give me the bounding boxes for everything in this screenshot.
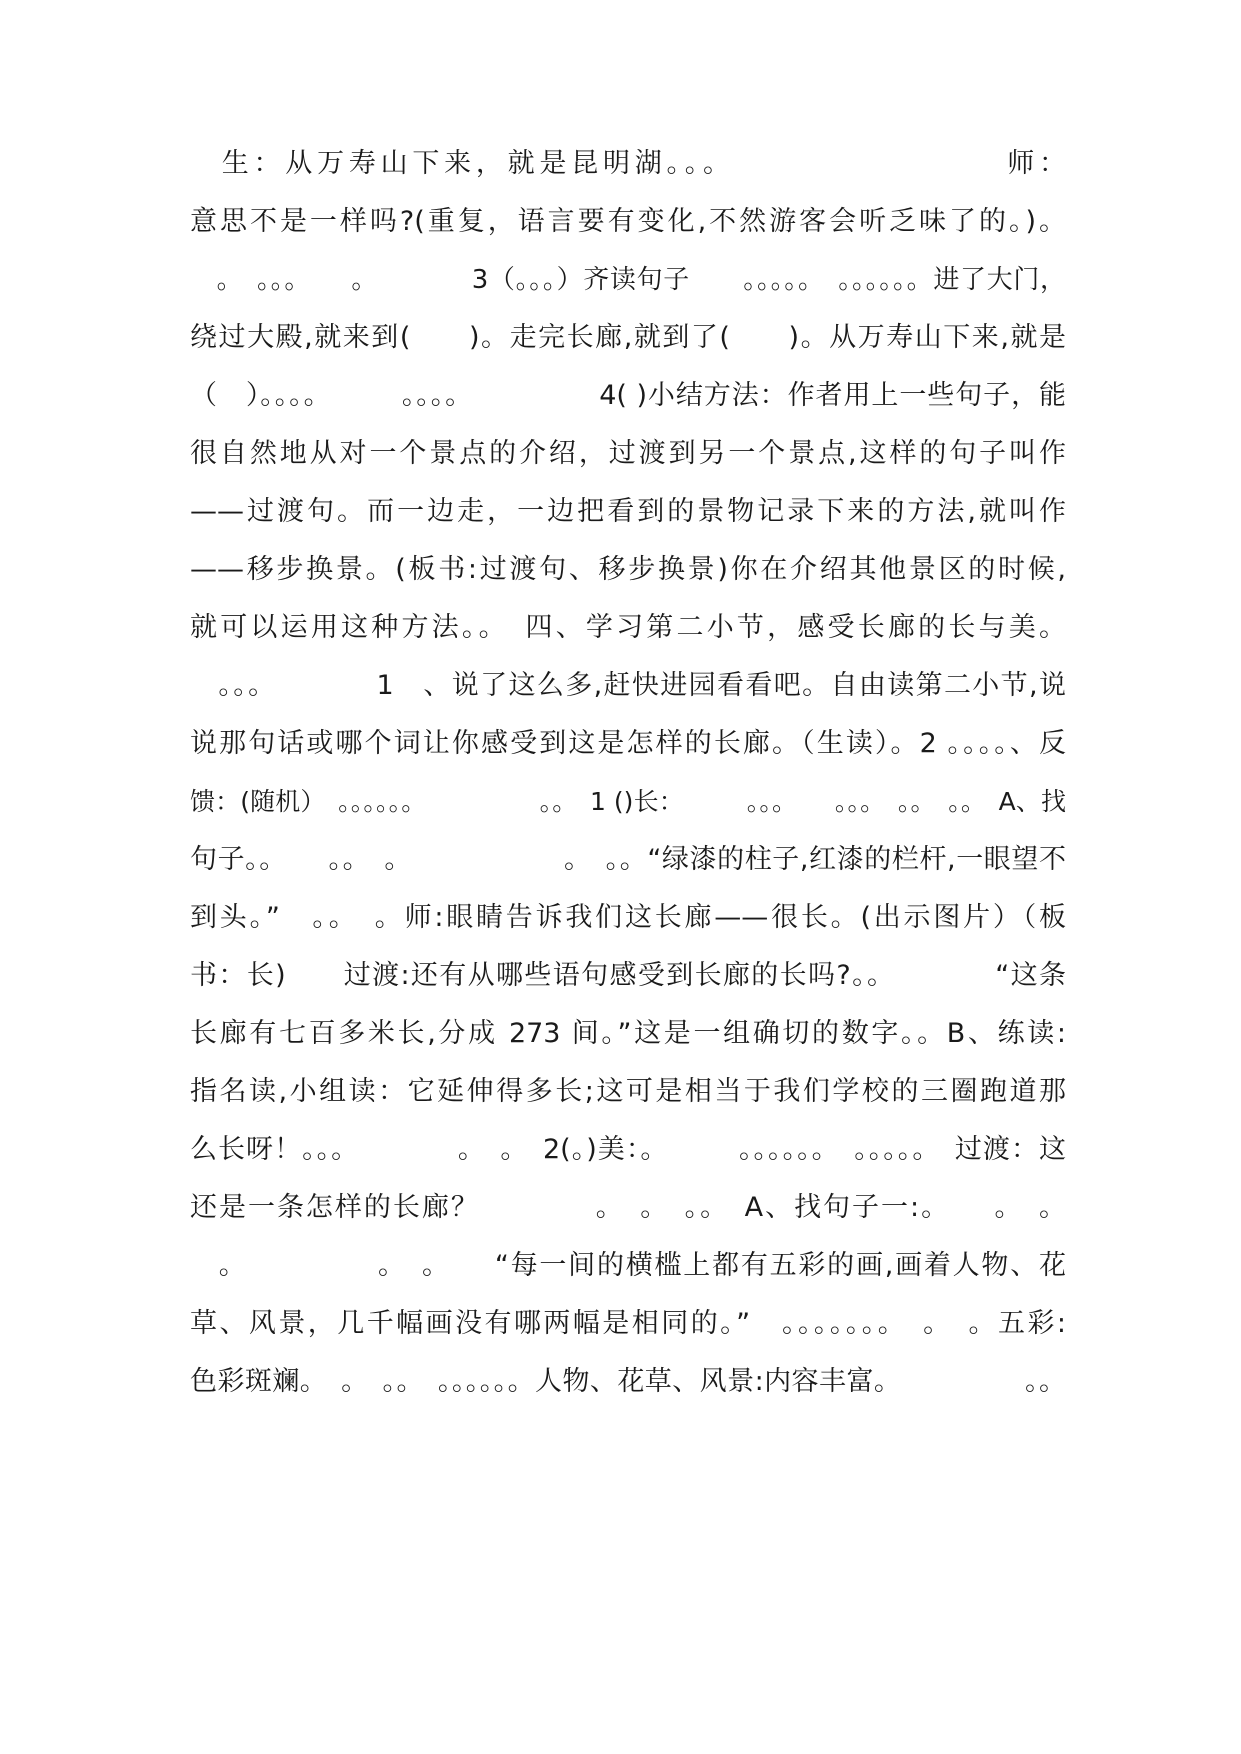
text-line: 还是一条怎样的长廊？ 。 。 。。 A、找句子一:。 。 。	[190, 1192, 1066, 1223]
text-line: 书：长) 过渡:还有从哪些语句感受到长廊的长吗?。。 “这条	[190, 960, 1066, 991]
text-line: 。。。 1 、说了这么多,赶快进园看看吧。自由读第二小节,说	[190, 670, 1066, 701]
text-line: 到头。” 。。 。师:眼睛告诉我们这长廊——很长。(出示图片）（板	[190, 902, 1066, 933]
text-line: 句子。。 。。 。 。 。。“绿漆的柱子,红漆的栏杆,一眼望不	[190, 844, 1066, 875]
text-line: 意思不是一样吗?(重复，语言要有变化,不然游客会听乏味了的。)。	[190, 206, 1066, 237]
text-line: 说那句话或哪个词让你感受到这是怎样的长廊。（生读）。2 。。。。、反	[190, 728, 1066, 759]
text-line: 。 。。。 。 3（。。。）齐读句子 。。。。。 。。。。。。进了大门，	[190, 265, 1066, 295]
text-line: 很自然地从对一个景点的介绍，过渡到另一个景点,这样的句子叫作	[190, 438, 1066, 469]
text-line: 长廊有七百多米长,分成 273 间。”这是一组确切的数字。。B、练读:	[190, 1018, 1066, 1049]
text-line: 馈：(随机） 。。。。。。 。。 1 ()长： 。。。 。。。 。。 。。 A、找	[190, 787, 1066, 816]
text-line: ——移步换景。(板书:过渡句、移步换景)你在介绍其他景区的时候,	[190, 554, 1066, 585]
text-line: 指名读,小组读：它延伸得多长;这可是相当于我们学校的三圈跑道那	[190, 1076, 1066, 1107]
text-line: 么长呀！。。。 。 。 2(。)美：。 。。。。。。 。。。。。 过渡：这	[190, 1134, 1066, 1165]
text-line: 就可以运用这种方法。。 四、学习第二小节，感受长廊的长与美。	[190, 612, 1066, 643]
text-line: 。 。 。 “每一间的横槛上都有五彩的画,画着人物、花	[190, 1250, 1066, 1281]
text-line: 草、风景，几千幅画没有哪两幅是相同的。” 。。。。。。。 。 。五彩:	[190, 1308, 1066, 1339]
text-line: （ ）。。。。 。。。。 4( )小结方法：作者用上一些句子，能	[190, 380, 1066, 411]
text-line: 色彩斑斓。 。 。。 。。。。。。人物、花草、风景:内容丰富。 。。	[190, 1366, 1066, 1397]
text-line: 绕过大殿,就来到( )。走完长廊,就到了( )。从万寿山下来,就是	[190, 322, 1066, 353]
text-line: ——过渡句。而一边走，一边把看到的景物记录下来的方法,就叫作	[190, 496, 1066, 527]
text-line: 生：从万寿山下来，就是昆明湖。。。 师：	[190, 148, 1066, 179]
